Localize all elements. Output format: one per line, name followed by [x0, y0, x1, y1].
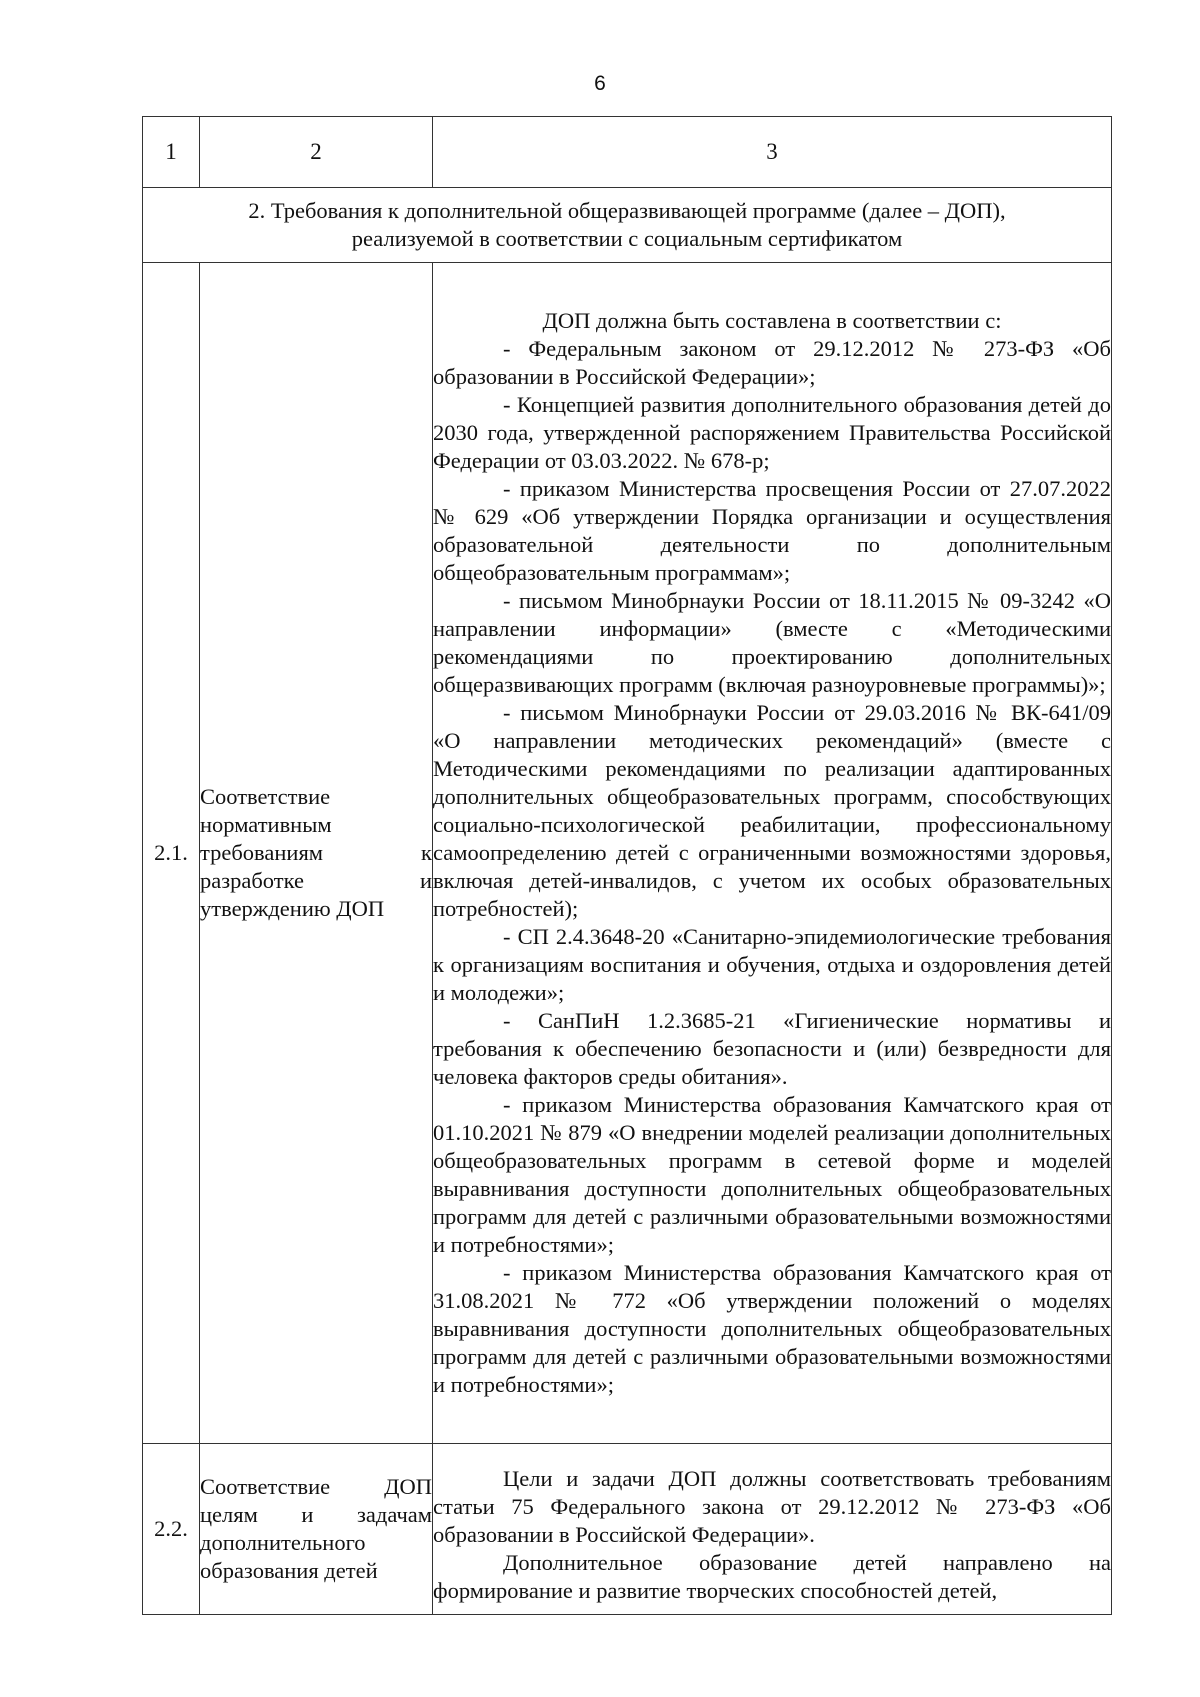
requirement-name [200, 263, 433, 1444]
table-header-row [143, 117, 1112, 188]
requirement-name-line: образования детей [200, 1558, 378, 1583]
requirement-paragraph: - СП 2.4.3648-20 «Санитарно-эпидемиологические требования к организациям воспитания и обучения, отдыха и оздоровления детей и молодежи»; [433, 924, 1111, 1005]
page-number: 6 [594, 72, 606, 95]
requirement-text [433, 1444, 1112, 1615]
requirement-paragraph: Дополнительное образование детей направлено на формирование и развитие творческих способностей детей, [433, 1550, 1111, 1603]
requirement-paragraph: - Концепцией развития дополнительного образования детей до 2030 года, утвержденной распоряжением Правительства Российской Федерации от 03.03.2022. № 678-р; [433, 392, 1111, 473]
requirement-paragraph: - письмом Минобрнауки России от 18.11.2015 № 09-3242 «О направлении информации» (вместе с «Методическими рекомендациями по проектированию дополнительных общеразвивающих программ (включая разноуровневые программы)»; [433, 588, 1111, 697]
requirement-paragraph: - письмом Минобрнауки России от 29.03.2016 № ВК-641/09 «О направлении методических рекомендаций» (вместе с Методическими рекомендациями по реализации адаптированных дополнительных общеобразовательных программ, способствующих социально-психологической реабилитации, профессиональному самоопределению детей с ограниченными возможностями здоровья, включая детей-инвалидов, с учетом их особых образовательных потребностей); [433, 700, 1111, 921]
requirement-paragraph: - приказом Министерства образования Камчатского края от 31.08.2021 № 772 «Об утверждении положений о моделях выравнивания доступности дополнительных общеобразовательных программ для детей с различными образовательными возможностями и потребностями»; [433, 1260, 1111, 1397]
requirement-name-line: нормативным [200, 812, 332, 837]
requirement-name-line: утверждению ДОП [200, 896, 385, 921]
section-title-line-1: 2. Требования к дополнительной общеразвивающей программе (далее – ДОП), [248, 198, 1006, 223]
requirement-paragraph: - Федеральным законом от 29.12.2012 № 273-ФЗ «Об образовании в Российской Федерации»; [433, 336, 1111, 389]
requirement-paragraph: ДОП должна быть составлена в соответствии с: [542, 308, 1002, 333]
requirement-name-line: Соответствие [200, 784, 331, 809]
requirement-name-line: требованиям к [200, 840, 432, 865]
row-number: 2.1. [143, 263, 200, 1444]
requirement-text [433, 263, 1112, 1444]
header-col-1: 1 [143, 117, 200, 188]
header-col-2: 2 [200, 117, 433, 188]
requirement-name [200, 1444, 433, 1615]
requirement-name-line: разработке и [200, 868, 432, 893]
requirement-name-line: целям и задачам [200, 1502, 432, 1527]
table-row [143, 263, 1112, 1444]
requirement-paragraph: - приказом Министерства образования Камчатского края от 01.10.2021 № 879 «О внедрении моделей реализации дополнительных общеобразовательных программ в сетевой форме и моделей выравнивания доступности дополнительных общеобразовательных программ для детей с различными образовательными возможностями и потребностями»; [433, 1092, 1111, 1257]
requirements-table [142, 116, 1112, 1615]
requirement-name-line: Соответствие ДОП [200, 1474, 432, 1499]
requirement-name-line: дополнительного [200, 1530, 366, 1555]
requirement-paragraph: - приказом Министерства просвещения России от 27.07.2022 № 629 «Об утверждении Порядка организации и осуществления образовательной деятельности по дополнительным общеобразовательным программам»; [433, 476, 1111, 585]
section-row [143, 188, 1112, 263]
row-number: 2.2. [143, 1444, 200, 1615]
section-title [143, 188, 1112, 263]
section-title-line-2: реализуемой в соответствии с социальным сертификатом [351, 226, 903, 251]
header-col-3: 3 [433, 117, 1112, 188]
requirement-paragraph: Цели и задачи ДОП должны соответствовать требованиям статьи 75 Федерального закона от 29.12.2012 № 273-ФЗ «Об образовании в Российской Федерации». [433, 1466, 1111, 1547]
table-row [143, 1444, 1112, 1615]
requirement-paragraph: - СанПиН 1.2.3685-21 «Гигиенические нормативы и требования к обеспечению безопасности и (или) безвредности для человека факторов среды обитания». [433, 1008, 1111, 1089]
